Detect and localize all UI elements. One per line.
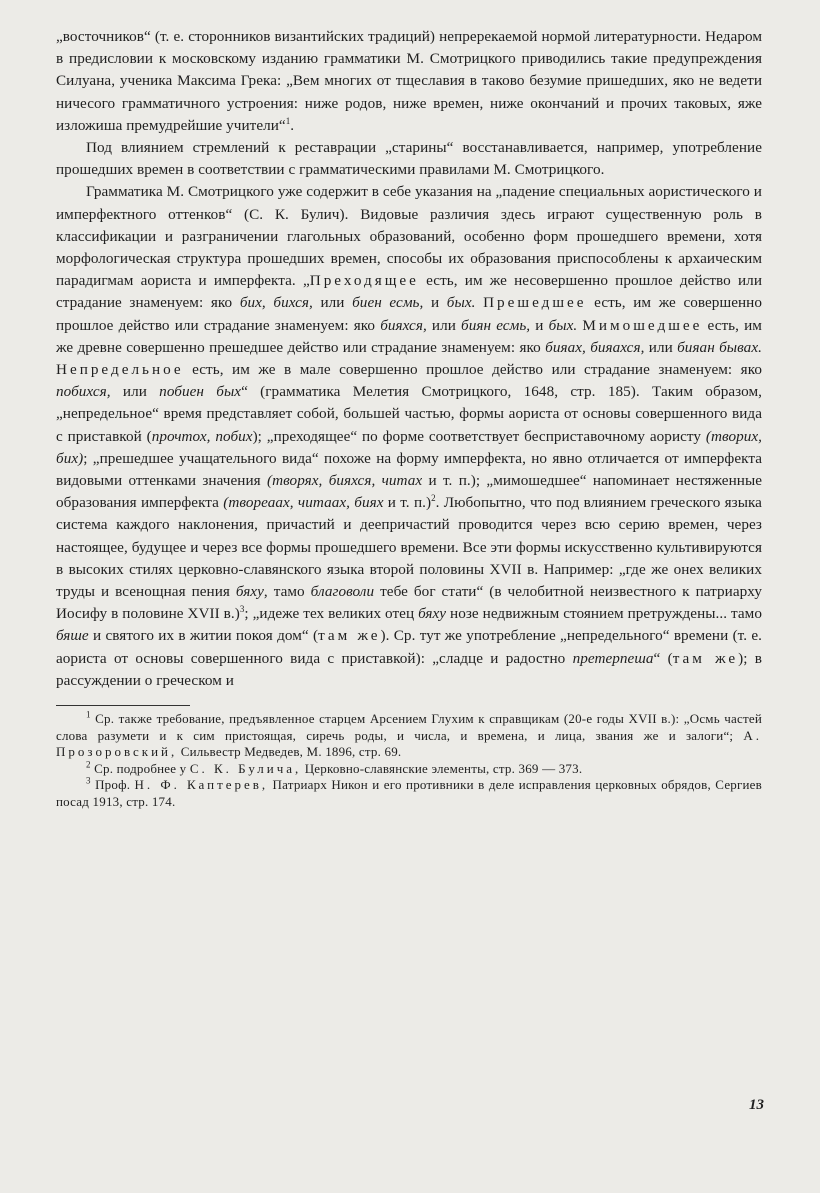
footnote-2 (56, 761, 762, 778)
example-italic: благоволи (310, 583, 375, 601)
text-run: есть, им же несовершенно прошлое действо или страдание знаменуем: яко (56, 272, 762, 312)
text-run: ); „преходящее“ по форме соответствует бесприставочному аористу (252, 427, 706, 445)
text-run (475, 294, 483, 311)
text-run: или (110, 383, 160, 401)
text-run: и святого их в житии покоя дом“ ( (88, 627, 319, 645)
example-italic: (твореаах, читаах, биях (223, 494, 384, 512)
paragraph-1-text: „восточников“ (т. е. сторонников византийских традиций) непререкаемой нормой литературности. Недаром в предисловии к московскому изданию грамматики М. Смотрицкого приводились такие предупреждения Силуана, ученика Максима Грека: „Вем многих от тщеславия в таково безумие пришедших, яко не ведети ничесого грамматичного устроения: ниже родов, ниже времен, ниже окончаний и прочих таковых, яже изложиша премудрейшие учители“ (56, 28, 762, 134)
text-run: ); в рассуждении о греческом и (56, 649, 763, 689)
text-run: , тамо (263, 583, 311, 601)
text-run: “ (грамматика Мелетия Смотрицкого, 1648, стр. 185). Таким образом, „непредельное“ время представляет собой, большей частью, формы аориста от основы совершенного вида с приставкой ( (56, 383, 762, 445)
text-run: и (530, 316, 549, 334)
text-run: или (644, 338, 678, 356)
footnote-2-source: Церковно-славянские элементы, стр. 369 — 373. (301, 760, 583, 776)
example-italic: биян есмь, (461, 316, 531, 334)
text-run: есть, им же в мале совершенно прошлое действо или страдание знаменуем: яко (183, 361, 762, 379)
ibid-spaced: там же (672, 649, 739, 667)
example-italic: бяше (56, 627, 89, 645)
text-run: или (426, 316, 462, 334)
page-number: 13 (749, 1097, 764, 1113)
footnote-3-author: Н. Ф. Каптерев, (134, 777, 269, 793)
example-italic: бяху (235, 583, 264, 601)
term-spaced: Непредельное (56, 361, 184, 379)
text-run: и т. п.) (383, 494, 432, 512)
footnote-3 (56, 777, 762, 810)
paragraph-1 (56, 26, 762, 137)
text-run: или (312, 294, 353, 312)
text-run: . Любопытно, что под влиянием греческого языка система каждого наклонения, причастий и деепричастий проводится через всю серию времен, через настоящее, будущее и через все формы прошедшего времени. Все эти формы искусственно культивируются в высоких стилях церковно-славянского языка второй половины XVII в. Например: „где же онех великих труды и всенощная пения (56, 494, 762, 601)
example-italic: бияхся, (380, 316, 427, 334)
example-italic: бяху (418, 605, 447, 623)
paragraph-3 (56, 181, 762, 692)
text-run: нозе недвижным стоянием претруждены... тамо (446, 605, 762, 623)
text-run: ; „прешедшее учащательного вида“ похоже на форму имперфекта, но явно отличается от имперфекта видовыми оттенками значения (56, 449, 762, 490)
footnote-2-mark: 2 (86, 759, 91, 770)
paragraph-2: Под влиянием стремлений к реставрации „старины“ восстанавливается, например, употребление прошедших времен в соответствии с грамматическими правилами М. Смотрицкого. (56, 139, 762, 179)
text-run: и т. п.); „мимошедшее“ напоминает нестяженные образования имперфекта (56, 472, 763, 512)
example-italic: бияан бывах. (677, 338, 762, 356)
example-italic: биен есмь, (352, 294, 424, 312)
footnote-1-mark: 1 (86, 709, 91, 720)
text-run: есть, им же древне совершенно прешедшее действо или страдание знаменуем: яко (56, 316, 762, 356)
footnote-3-mark: 3 (86, 776, 91, 787)
footnote-2-author: С. К. Булича, (189, 760, 302, 776)
footnote-divider (56, 705, 190, 706)
text-run: Грамматика М. Смотрицкого уже содержит в себе указания на „падение специальных аористического и имперфектного оттенков“ (С. К. Булич). Видовые различия здесь играют существенную роль в классификации и разграничении глагольных образований, особенно форм прошедшего времени, хотя морфологическая структура прошедших времен, способы их образования приспособлены к архаическим парадигмам аориста и имперфекта. „ (56, 183, 762, 290)
example-italic: побиен бых (159, 383, 242, 401)
term-spaced: Мимошедшее (582, 316, 703, 334)
example-italic: претерпеша (572, 649, 654, 667)
text-run: тебе бог стати“ (в челобитной неизвестного к патриарху Иосифу в половине XVII в.) (56, 583, 762, 623)
footnote-1-author: А. Прозоровский, (56, 727, 762, 760)
text-run: и (423, 294, 447, 312)
footnote-2-text: Ср. подробнее у (90, 760, 190, 776)
example-italic: бых. (548, 316, 578, 334)
example-italic: бих, бихся, (239, 294, 313, 312)
footnote-1-source: Сильвестр Медведев, М. 1896, стр. 69. (177, 744, 402, 760)
footnote-ref-2[interactable]: 2 (431, 493, 436, 504)
footnote-1 (56, 711, 762, 761)
example-italic: побихся, (56, 383, 111, 401)
example-italic: (творях, бияхся, читах (266, 472, 423, 490)
text-run: ). Ср. тут же употребление „непредельного“ времени (т. е. аориста от основы совершенного вида с приставкой): „сладце и радостно (56, 627, 762, 667)
example-italic: бияах, бияахся, (545, 338, 645, 356)
footnote-3-source: Патриарх Никон и его противники в деле исправления церковных обрядов, Сергиев посад 1913, стр. 174. (56, 777, 762, 810)
paragraph-1-end: . (290, 116, 295, 134)
footnote-3-text: Проф. (90, 777, 135, 793)
footnote-ref-1[interactable]: 1 (285, 115, 291, 126)
ibid-spaced: там же (318, 627, 381, 645)
example-italic: бых. (446, 294, 476, 312)
text-run: есть, им же совершенно прошлое действо или страдание знаменуем: яко (56, 294, 762, 334)
text-run: “ ( (653, 649, 673, 667)
text-run: ; „идеже тех великих отец (244, 605, 419, 623)
footnote-1-text: Ср. также требование, предъявленное старцем Арсением Глухим к справщикам (20-е годы XVII в.): „Осмь частей слова разумети и к сим пристоящая, сиречь роды, и числа, и времена, и лица, звания же и залоги“; (56, 711, 762, 743)
example-italic: прочтох, побих (151, 427, 253, 445)
example-italic: (творих, бих) (56, 427, 763, 467)
term-spaced: Преходящее (309, 272, 419, 290)
footnote-ref-3[interactable]: 3 (239, 604, 245, 615)
term-spaced: Прешедшее (483, 294, 587, 312)
